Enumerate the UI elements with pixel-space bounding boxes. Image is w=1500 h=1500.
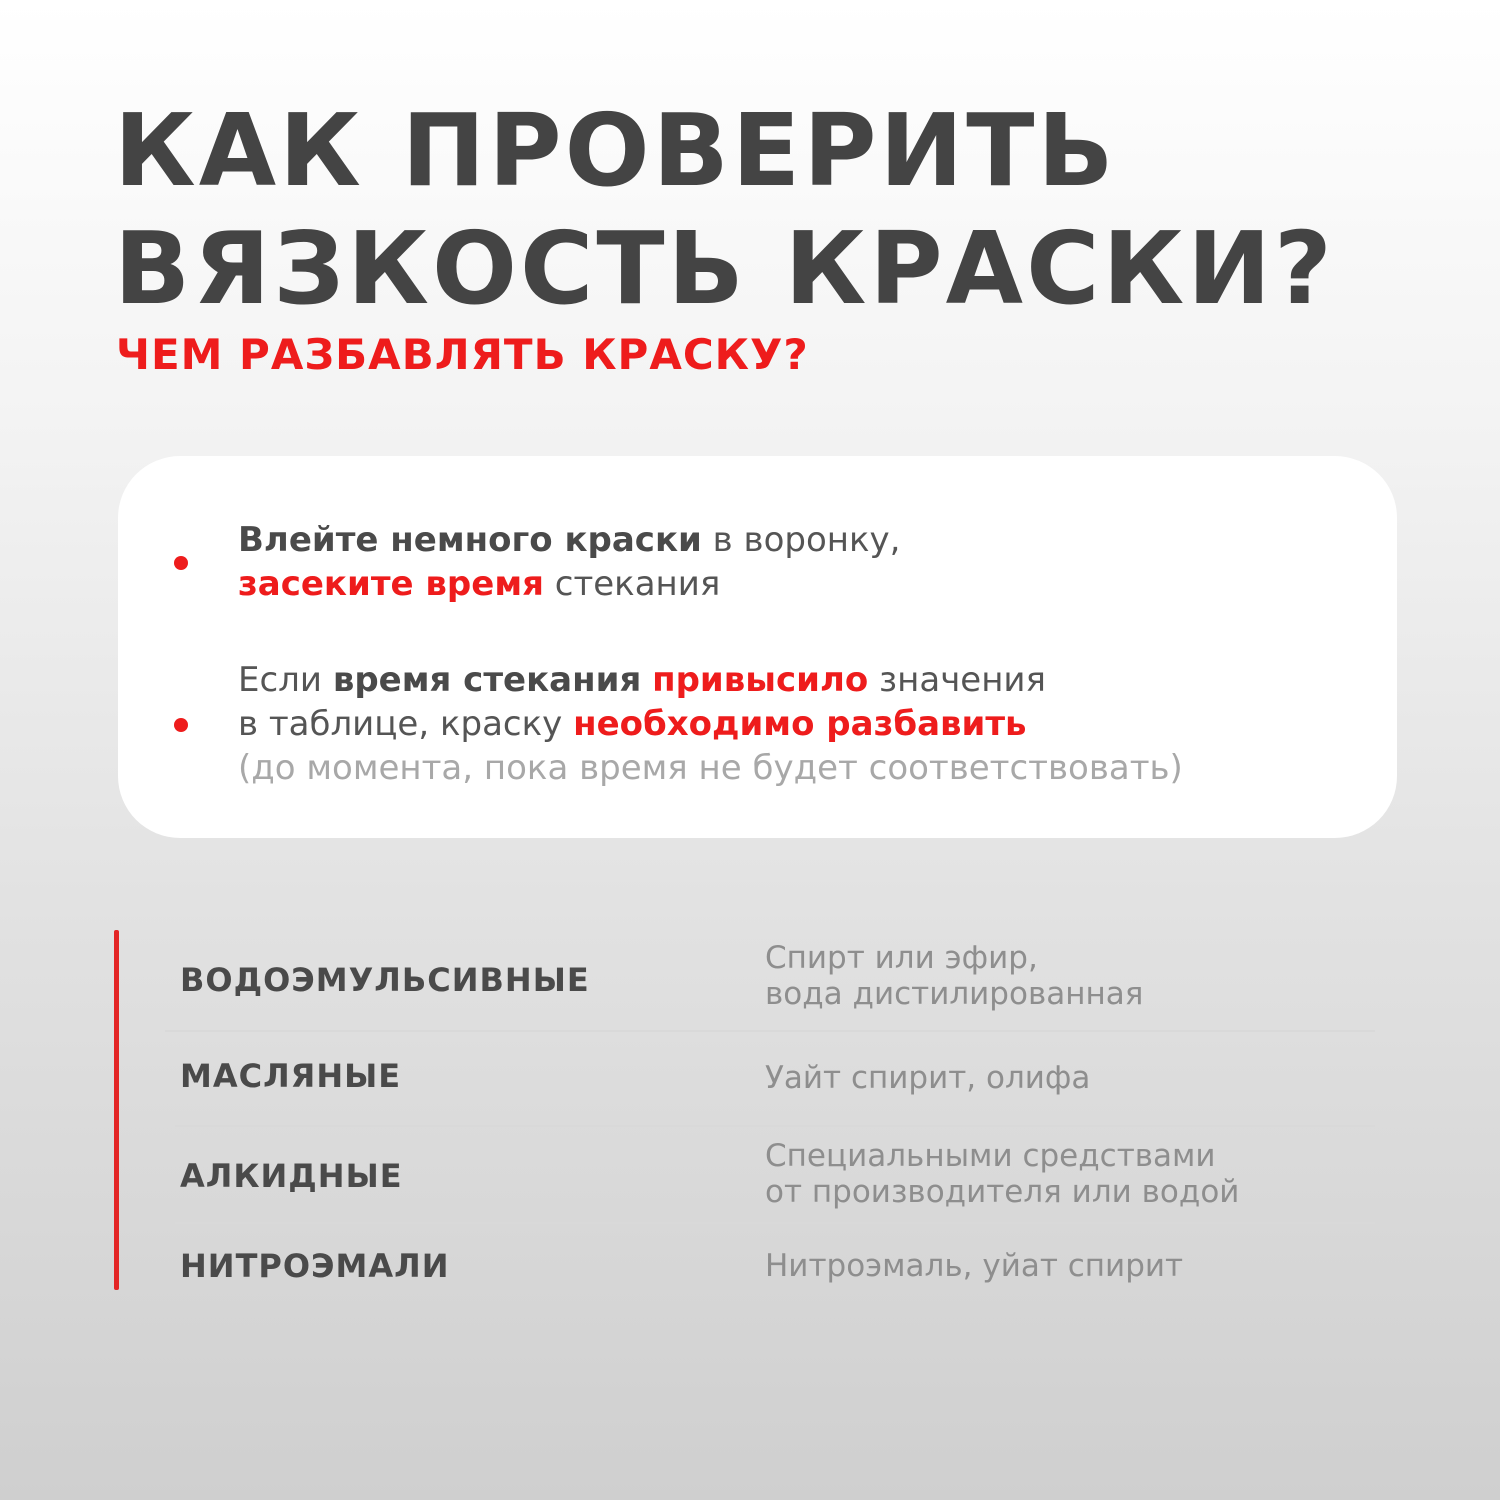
bold-text: время стекания [332, 660, 642, 700]
plain-text: в таблице, краску [238, 704, 574, 744]
bullet-dot-icon [174, 718, 188, 732]
highlight-text: необходимо разбавить [573, 704, 1027, 744]
highlight-text: засеките время [238, 564, 544, 604]
subtitle: ЧЕМ РАЗБАВЛЯТЬ КРАСКУ? [116, 330, 809, 379]
thinner-description [765, 1248, 1183, 1284]
plain-text: в воронку, [701, 520, 901, 560]
bullet-line [238, 518, 900, 562]
paint-type: ВОДОЭМУЛЬСИВНЫЕ [180, 961, 590, 999]
bullet-dot-icon [174, 556, 188, 570]
description-line: Специальными средствами [765, 1138, 1216, 1174]
description-line: Уайт спирит, олифа [765, 1060, 1091, 1096]
row-divider [175, 1222, 1375, 1224]
plain-text: Если [238, 660, 333, 700]
description-line: вода дистилированная [765, 976, 1144, 1012]
thinner-description [765, 1138, 1239, 1210]
space [641, 660, 652, 700]
paint-type: АЛКИДНЫЕ [180, 1157, 403, 1195]
row-divider [175, 1125, 1375, 1127]
description-line: Нитроэмаль, уйат спирит [765, 1248, 1184, 1284]
title-line-1: КАК ПРОВЕРИТЬ [114, 92, 1117, 209]
bullet-line [238, 658, 1183, 702]
description-line: от производителя или водой [765, 1174, 1240, 1210]
table-accent-bar [114, 930, 119, 1290]
paint-type: НИТРОЭМАЛИ [180, 1247, 450, 1285]
highlight-text: привысило [652, 660, 869, 700]
description-line: Спирт или эфир, [765, 940, 1038, 976]
plain-text: стекания [543, 564, 721, 604]
plain-text: значения [868, 660, 1046, 700]
thinner-description [765, 940, 1143, 1012]
title-line-2: ВЯЗКОСТЬ КРАСКИ? [114, 210, 1335, 327]
thinner-description [765, 1060, 1090, 1096]
page-title [114, 92, 1414, 328]
row-divider [165, 1030, 1375, 1032]
bullet-line [238, 702, 1183, 746]
bullet-text [238, 658, 1183, 790]
instructions-card [118, 456, 1397, 838]
muted-note: (до момента, пока время не будет соответствовать) [238, 748, 1183, 788]
bullet-text [238, 518, 900, 606]
bold-text: Влейте немного краски [238, 520, 702, 560]
paint-type: МАСЛЯНЫЕ [180, 1057, 402, 1095]
bullet-line [238, 562, 900, 606]
